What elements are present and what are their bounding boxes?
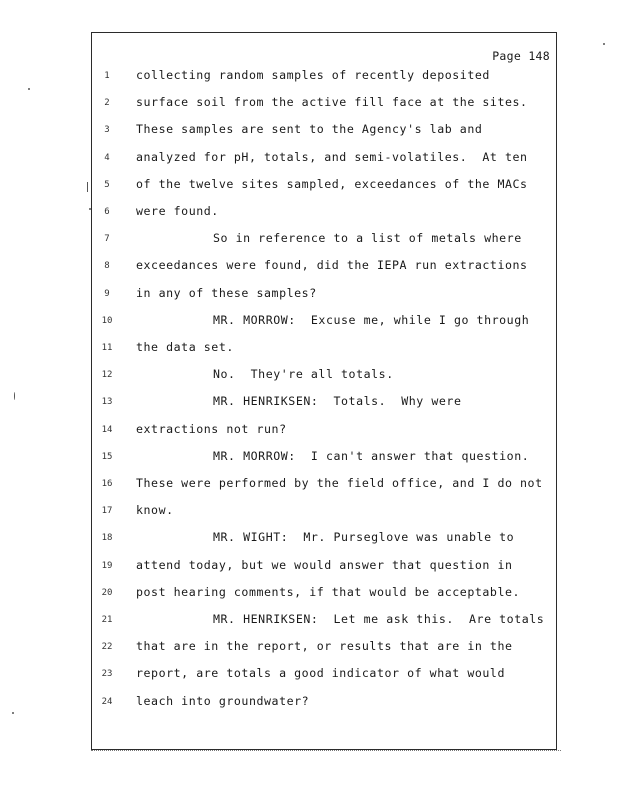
line-number: 22 [101,642,113,653]
transcript-line [0,394,618,410]
transcript-line [0,177,618,193]
transcript-line [0,612,618,628]
line-number: 21 [101,615,113,625]
line-text: MR. MORROW: Excuse me, while I go through [213,312,530,327]
line-text: the data set. [136,340,234,354]
line-text: of the twelve sites sampled, exceedances of the MACs [136,176,528,191]
transcript-line [0,558,618,574]
line-number: 15 [101,451,113,462]
line-text: were found. [136,204,219,218]
line-text: No. They're all totals. [213,367,394,382]
line-number: 13 [101,397,113,408]
transcript-line [0,286,618,302]
scan-speck [28,88,30,90]
line-number: 23 [101,669,113,680]
line-number: 12 [101,370,113,381]
transcript-line [0,95,618,111]
page-border-shadow [91,750,561,754]
line-number: 20 [101,587,113,598]
page-number: Page 148 [492,49,550,63]
line-number: 1 [104,71,110,81]
line-number: 10 [101,315,113,326]
line-text: know. [136,503,174,518]
line-number: 18 [101,533,113,544]
line-text: leach into groundwater? [136,693,310,708]
scan-speck [14,392,15,400]
line-number: 3 [104,125,110,136]
line-text: in any of these samples? [136,285,317,300]
line-text: surface soil from the active fill face at the sites. [136,95,528,110]
transcript-line [0,231,618,247]
line-number: 8 [104,261,110,272]
line-number: 24 [101,696,113,707]
line-text: that are in the report, or results that are in the [136,639,513,654]
transcript-line [0,422,618,438]
transcript-line [0,694,618,710]
transcript-line [0,367,618,383]
line-number: 6 [104,207,110,217]
line-text: collecting random samples of recently deposited [136,68,490,82]
transcript-line [0,476,618,492]
transcript-line [0,68,618,84]
line-number: 19 [101,560,113,571]
transcript-line [0,530,618,546]
line-number: 5 [104,179,110,190]
transcript-line [0,313,618,329]
line-number: 14 [101,424,113,435]
transcript-line [0,585,618,601]
transcript-line [0,666,618,682]
line-text: exceedances were found, did the IEPA run extractions [136,258,528,273]
line-text: analyzed for pH, totals, and semi-volatiles. At ten [136,149,528,164]
transcript-line [0,122,618,138]
line-text: These samples are sent to the Agency's lab and [136,122,483,137]
transcript-line [0,449,618,465]
line-text: attend today, but we would answer that question in [136,557,513,572]
line-text: extractions not run? [136,421,287,436]
scan-speck [603,43,605,45]
line-text: So in reference to a list of metals where [213,231,522,246]
scan-speck [89,208,91,210]
transcript-line [0,150,618,166]
scan-speck [87,182,88,192]
line-text: These were performed by the field office, and I do not [136,476,543,490]
line-number: 11 [101,343,113,353]
line-text: report, are totals a good indicator of what would [136,666,505,681]
transcript-line [0,204,618,220]
line-number: 17 [101,506,113,517]
transcript-line [0,639,618,655]
transcript-line [0,340,618,356]
scan-speck [12,712,14,714]
line-text: MR. MORROW: I can't answer that question. [213,448,530,463]
line-text: MR. HENRIKSEN: Totals. Why were [213,394,462,409]
line-text: post hearing comments, if that would be acceptable. [136,584,521,599]
line-number: 2 [104,98,110,109]
line-text: MR. WIGHT: Mr. Purseglove was unable to [213,530,515,545]
line-number: 16 [101,479,113,489]
transcript-line [0,258,618,274]
line-number: 7 [104,234,110,245]
line-number: 9 [104,288,110,299]
line-number: 4 [104,152,110,163]
transcript-line [0,503,618,519]
line-text: MR. HENRIKSEN: Let me ask this. Are totals [213,612,545,626]
